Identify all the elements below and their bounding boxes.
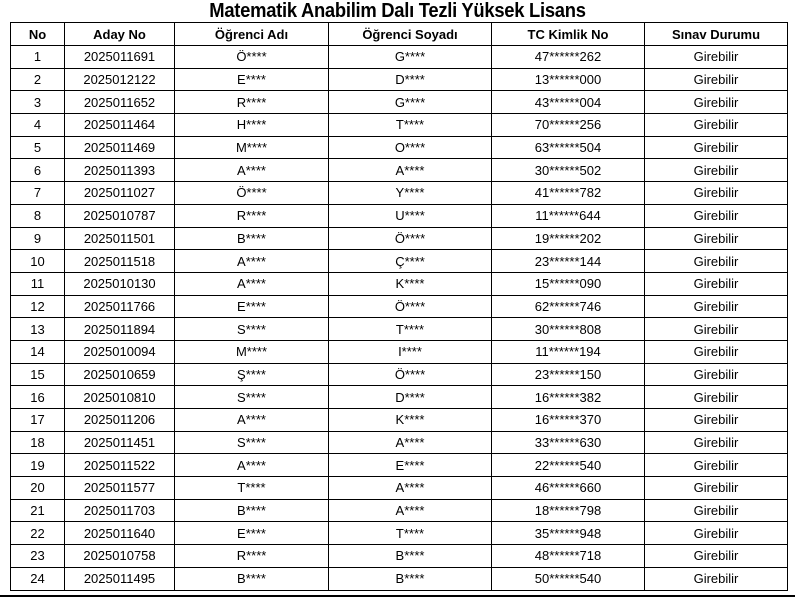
cell-tc-kimlik-no: 47******262 bbox=[492, 46, 645, 69]
cell-no: 13 bbox=[11, 318, 65, 341]
cell-sinav-durumu: Girebilir bbox=[645, 272, 788, 295]
results-table bbox=[10, 22, 788, 591]
cell-aday-no: 2025010659 bbox=[65, 363, 175, 386]
cell-aday-no: 2025010787 bbox=[65, 204, 175, 227]
cell-ogrenci-adi: Ş**** bbox=[175, 363, 329, 386]
cell-tc-kimlik-no: 48******718 bbox=[492, 545, 645, 568]
cell-sinav-durumu: Girebilir bbox=[645, 204, 788, 227]
table-row bbox=[11, 409, 788, 432]
cell-no: 16 bbox=[11, 386, 65, 409]
table-row bbox=[11, 499, 788, 522]
column-header-ogrenci-adi: Öğrenci Adı bbox=[175, 23, 329, 46]
cell-no: 1 bbox=[11, 46, 65, 69]
cell-no: 9 bbox=[11, 227, 65, 250]
table-row bbox=[11, 227, 788, 250]
cell-no: 10 bbox=[11, 250, 65, 273]
cell-aday-no: 2025011027 bbox=[65, 182, 175, 205]
cell-sinav-durumu: Girebilir bbox=[645, 136, 788, 159]
table-row bbox=[11, 68, 788, 91]
cell-no: 24 bbox=[11, 567, 65, 590]
table-row bbox=[11, 204, 788, 227]
cell-aday-no: 2025011206 bbox=[65, 409, 175, 432]
cell-sinav-durumu: Girebilir bbox=[645, 431, 788, 454]
cell-sinav-durumu: Girebilir bbox=[645, 250, 788, 273]
cell-aday-no: 2025011691 bbox=[65, 46, 175, 69]
cell-ogrenci-soyadi: T**** bbox=[329, 318, 492, 341]
cell-aday-no: 2025011894 bbox=[65, 318, 175, 341]
column-header-sinav-durumu: Sınav Durumu bbox=[645, 23, 788, 46]
cell-tc-kimlik-no: 50******540 bbox=[492, 567, 645, 590]
column-header-aday-no: Aday No bbox=[65, 23, 175, 46]
cell-sinav-durumu: Girebilir bbox=[645, 159, 788, 182]
page-title: Matematik Anabilim Dalı Tezli Yüksek Lisans bbox=[209, 0, 586, 22]
cell-tc-kimlik-no: 41******782 bbox=[492, 182, 645, 205]
column-header-no: No bbox=[11, 23, 65, 46]
table-row bbox=[11, 91, 788, 114]
cell-aday-no: 2025011640 bbox=[65, 522, 175, 545]
cell-ogrenci-soyadi: Ö**** bbox=[329, 295, 492, 318]
cell-no: 21 bbox=[11, 499, 65, 522]
cell-ogrenci-adi: M**** bbox=[175, 340, 329, 363]
cell-ogrenci-adi: R**** bbox=[175, 91, 329, 114]
cell-ogrenci-soyadi: B**** bbox=[329, 567, 492, 590]
cell-aday-no: 2025010758 bbox=[65, 545, 175, 568]
cell-ogrenci-adi: Ö**** bbox=[175, 182, 329, 205]
cell-sinav-durumu: Girebilir bbox=[645, 545, 788, 568]
cell-tc-kimlik-no: 30******808 bbox=[492, 318, 645, 341]
cell-sinav-durumu: Girebilir bbox=[645, 227, 788, 250]
cell-ogrenci-soyadi: A**** bbox=[329, 159, 492, 182]
table-row bbox=[11, 318, 788, 341]
table-row bbox=[11, 363, 788, 386]
cell-sinav-durumu: Girebilir bbox=[645, 567, 788, 590]
cell-ogrenci-soyadi: U**** bbox=[329, 204, 492, 227]
cell-ogrenci-soyadi: D**** bbox=[329, 68, 492, 91]
cell-sinav-durumu: Girebilir bbox=[645, 295, 788, 318]
cell-sinav-durumu: Girebilir bbox=[645, 340, 788, 363]
cell-aday-no: 2025011703 bbox=[65, 499, 175, 522]
cell-no: 18 bbox=[11, 431, 65, 454]
cell-aday-no: 2025010094 bbox=[65, 340, 175, 363]
cell-tc-kimlik-no: 46******660 bbox=[492, 477, 645, 500]
cell-ogrenci-adi: A**** bbox=[175, 159, 329, 182]
cell-no: 7 bbox=[11, 182, 65, 205]
table-row bbox=[11, 136, 788, 159]
cell-ogrenci-soyadi: A**** bbox=[329, 499, 492, 522]
cell-tc-kimlik-no: 16******370 bbox=[492, 409, 645, 432]
cell-sinav-durumu: Girebilir bbox=[645, 409, 788, 432]
table-row bbox=[11, 545, 788, 568]
cell-tc-kimlik-no: 23******150 bbox=[492, 363, 645, 386]
cell-ogrenci-adi: H**** bbox=[175, 114, 329, 137]
table-row bbox=[11, 431, 788, 454]
header-row bbox=[11, 23, 788, 46]
cell-sinav-durumu: Girebilir bbox=[645, 522, 788, 545]
cell-aday-no: 2025010130 bbox=[65, 272, 175, 295]
cell-ogrenci-soyadi: Ö**** bbox=[329, 363, 492, 386]
cell-no: 3 bbox=[11, 91, 65, 114]
cell-ogrenci-soyadi: E**** bbox=[329, 454, 492, 477]
table-row bbox=[11, 250, 788, 273]
cell-sinav-durumu: Girebilir bbox=[645, 318, 788, 341]
cell-tc-kimlik-no: 22******540 bbox=[492, 454, 645, 477]
table-row bbox=[11, 272, 788, 295]
table-header bbox=[11, 23, 788, 46]
cell-ogrenci-adi: A**** bbox=[175, 454, 329, 477]
cell-ogrenci-adi: A**** bbox=[175, 409, 329, 432]
column-header-ogrenci-soyadi: Öğrenci Soyadı bbox=[329, 23, 492, 46]
cell-ogrenci-adi: S**** bbox=[175, 431, 329, 454]
cell-ogrenci-soyadi: T**** bbox=[329, 522, 492, 545]
cell-ogrenci-adi: B**** bbox=[175, 227, 329, 250]
cell-tc-kimlik-no: 23******144 bbox=[492, 250, 645, 273]
table-row bbox=[11, 159, 788, 182]
cell-tc-kimlik-no: 63******504 bbox=[492, 136, 645, 159]
cell-no: 4 bbox=[11, 114, 65, 137]
cell-no: 2 bbox=[11, 68, 65, 91]
cell-ogrenci-soyadi: A**** bbox=[329, 477, 492, 500]
cell-aday-no: 2025012122 bbox=[65, 68, 175, 91]
cell-ogrenci-soyadi: K**** bbox=[329, 272, 492, 295]
cell-sinav-durumu: Girebilir bbox=[645, 68, 788, 91]
cell-ogrenci-soyadi: I**** bbox=[329, 340, 492, 363]
table-row bbox=[11, 182, 788, 205]
table-row bbox=[11, 567, 788, 590]
cell-ogrenci-soyadi: Ç**** bbox=[329, 250, 492, 273]
table-row bbox=[11, 454, 788, 477]
cell-aday-no: 2025011393 bbox=[65, 159, 175, 182]
table-row bbox=[11, 114, 788, 137]
cell-aday-no: 2025011577 bbox=[65, 477, 175, 500]
cell-ogrenci-adi: A**** bbox=[175, 272, 329, 295]
cell-ogrenci-soyadi: T**** bbox=[329, 114, 492, 137]
cell-no: 12 bbox=[11, 295, 65, 318]
cell-aday-no: 2025011766 bbox=[65, 295, 175, 318]
table-body bbox=[11, 46, 788, 591]
cell-ogrenci-soyadi: B**** bbox=[329, 545, 492, 568]
cell-no: 11 bbox=[11, 272, 65, 295]
cell-sinav-durumu: Girebilir bbox=[645, 46, 788, 69]
cell-sinav-durumu: Girebilir bbox=[645, 386, 788, 409]
cell-tc-kimlik-no: 35******948 bbox=[492, 522, 645, 545]
cell-sinav-durumu: Girebilir bbox=[645, 499, 788, 522]
cell-ogrenci-adi: T**** bbox=[175, 477, 329, 500]
cell-no: 22 bbox=[11, 522, 65, 545]
cell-tc-kimlik-no: 11******194 bbox=[492, 340, 645, 363]
cell-ogrenci-adi: E**** bbox=[175, 522, 329, 545]
cell-ogrenci-soyadi: O**** bbox=[329, 136, 492, 159]
cell-ogrenci-soyadi: Ö**** bbox=[329, 227, 492, 250]
cell-tc-kimlik-no: 62******746 bbox=[492, 295, 645, 318]
cell-no: 20 bbox=[11, 477, 65, 500]
cell-tc-kimlik-no: 43******004 bbox=[492, 91, 645, 114]
cell-tc-kimlik-no: 70******256 bbox=[492, 114, 645, 137]
cell-tc-kimlik-no: 30******502 bbox=[492, 159, 645, 182]
cell-sinav-durumu: Girebilir bbox=[645, 91, 788, 114]
cell-no: 14 bbox=[11, 340, 65, 363]
cell-sinav-durumu: Girebilir bbox=[645, 363, 788, 386]
cell-ogrenci-adi: R**** bbox=[175, 545, 329, 568]
table-row bbox=[11, 295, 788, 318]
cell-tc-kimlik-no: 15******090 bbox=[492, 272, 645, 295]
cell-sinav-durumu: Girebilir bbox=[645, 477, 788, 500]
cell-no: 19 bbox=[11, 454, 65, 477]
cell-sinav-durumu: Girebilir bbox=[645, 114, 788, 137]
cell-aday-no: 2025011464 bbox=[65, 114, 175, 137]
cell-tc-kimlik-no: 16******382 bbox=[492, 386, 645, 409]
table-row bbox=[11, 477, 788, 500]
cell-ogrenci-adi: B**** bbox=[175, 499, 329, 522]
cell-tc-kimlik-no: 11******644 bbox=[492, 204, 645, 227]
cell-tc-kimlik-no: 13******000 bbox=[492, 68, 645, 91]
cell-tc-kimlik-no: 19******202 bbox=[492, 227, 645, 250]
cell-no: 8 bbox=[11, 204, 65, 227]
table-row bbox=[11, 340, 788, 363]
table-row bbox=[11, 386, 788, 409]
cell-no: 23 bbox=[11, 545, 65, 568]
cell-ogrenci-adi: Ö**** bbox=[175, 46, 329, 69]
cell-aday-no: 2025011495 bbox=[65, 567, 175, 590]
cell-aday-no: 2025011652 bbox=[65, 91, 175, 114]
cell-no: 6 bbox=[11, 159, 65, 182]
cell-ogrenci-soyadi: D**** bbox=[329, 386, 492, 409]
table-row bbox=[11, 522, 788, 545]
cell-ogrenci-soyadi: K**** bbox=[329, 409, 492, 432]
cell-ogrenci-adi: B**** bbox=[175, 567, 329, 590]
cell-aday-no: 2025011469 bbox=[65, 136, 175, 159]
cell-sinav-durumu: Girebilir bbox=[645, 182, 788, 205]
cell-ogrenci-adi: E**** bbox=[175, 68, 329, 91]
cell-ogrenci-soyadi: G**** bbox=[329, 91, 492, 114]
cell-aday-no: 2025010810 bbox=[65, 386, 175, 409]
cell-no: 17 bbox=[11, 409, 65, 432]
cell-ogrenci-adi: S**** bbox=[175, 318, 329, 341]
cell-no: 15 bbox=[11, 363, 65, 386]
cell-ogrenci-adi: M**** bbox=[175, 136, 329, 159]
cell-sinav-durumu: Girebilir bbox=[645, 454, 788, 477]
cell-ogrenci-soyadi: Y**** bbox=[329, 182, 492, 205]
cell-ogrenci-adi: E**** bbox=[175, 295, 329, 318]
cell-ogrenci-soyadi: G**** bbox=[329, 46, 492, 69]
cell-aday-no: 2025011501 bbox=[65, 227, 175, 250]
cell-aday-no: 2025011451 bbox=[65, 431, 175, 454]
cell-ogrenci-adi: A**** bbox=[175, 250, 329, 273]
cell-tc-kimlik-no: 33******630 bbox=[492, 431, 645, 454]
cell-ogrenci-adi: S**** bbox=[175, 386, 329, 409]
table-row bbox=[11, 46, 788, 69]
cell-aday-no: 2025011518 bbox=[65, 250, 175, 273]
cell-ogrenci-adi: R**** bbox=[175, 204, 329, 227]
cell-tc-kimlik-no: 18******798 bbox=[492, 499, 645, 522]
cell-no: 5 bbox=[11, 136, 65, 159]
column-header-tc-kimlik-no: TC Kimlik No bbox=[492, 23, 645, 46]
cell-ogrenci-soyadi: A**** bbox=[329, 431, 492, 454]
cell-aday-no: 2025011522 bbox=[65, 454, 175, 477]
